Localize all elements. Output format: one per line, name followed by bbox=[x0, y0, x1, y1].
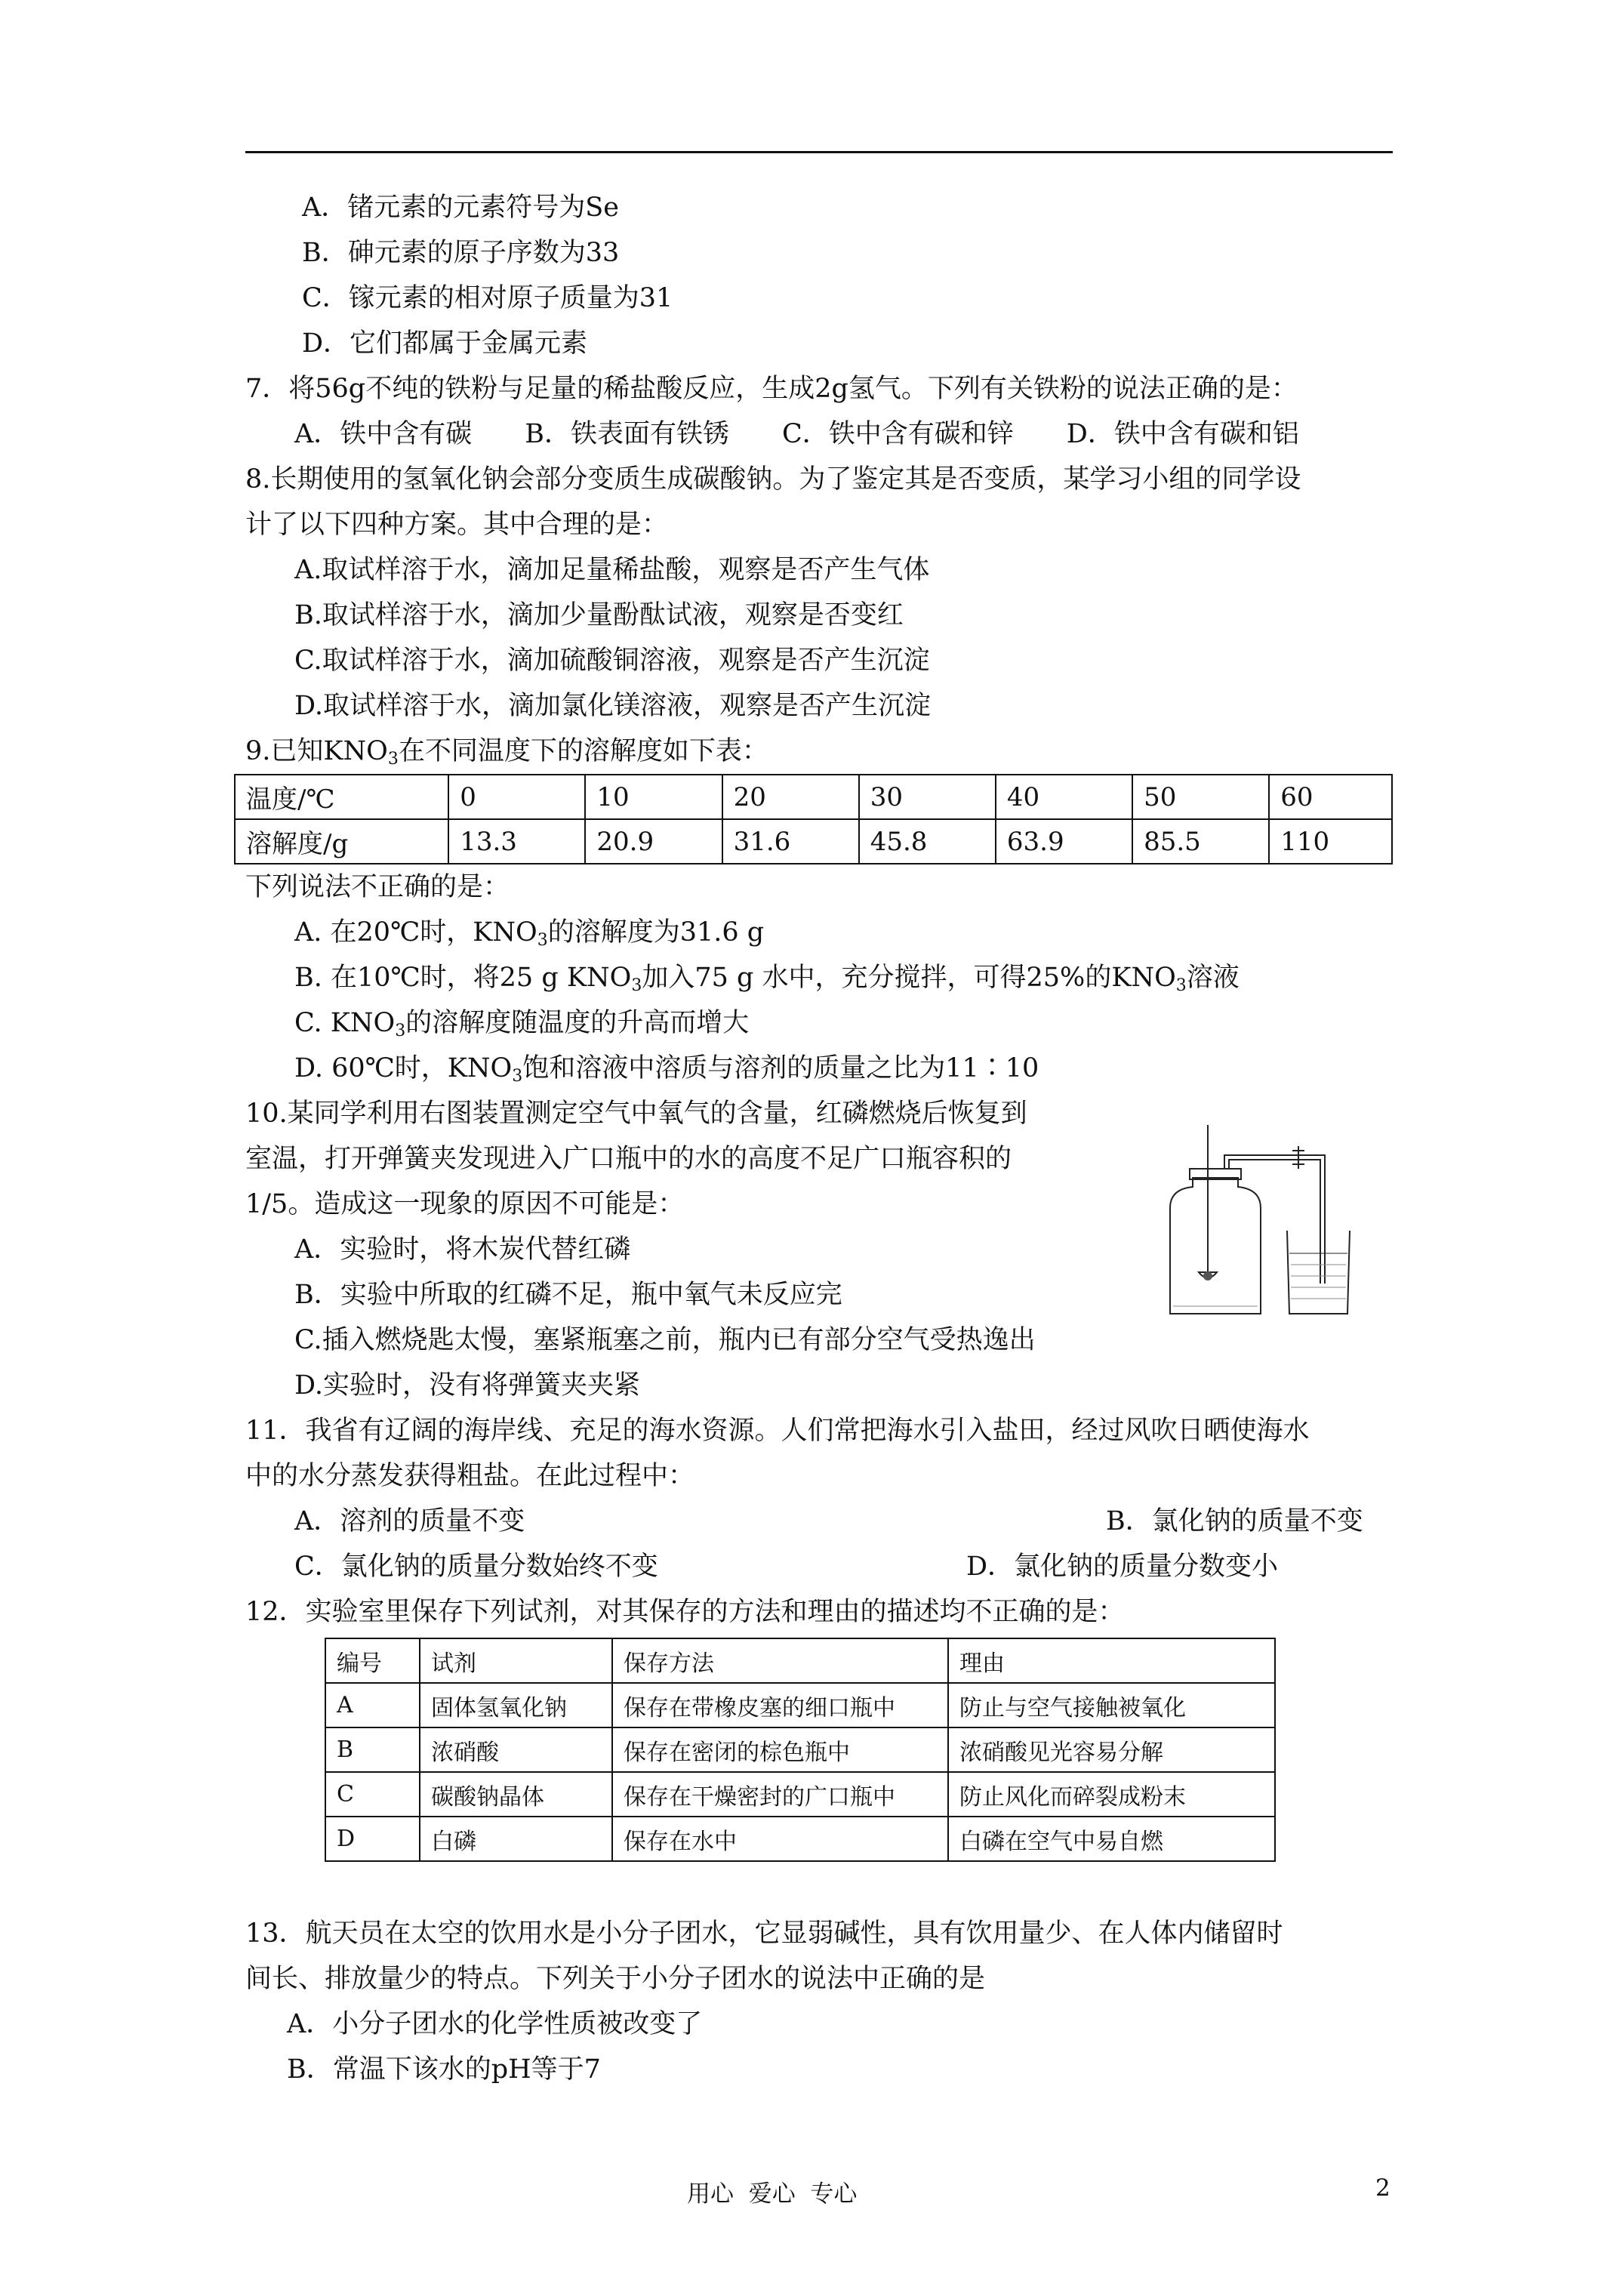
q7-option-b: B．铁表面有铁锈 bbox=[525, 419, 730, 449]
q10-option-a: A．实验时，将木炭代替红磷 bbox=[294, 1234, 631, 1265]
q10-option-b: B．实验中所取的红磷不足，瓶中氧气未反应完 bbox=[294, 1280, 842, 1310]
bottle-outline bbox=[1170, 1178, 1261, 1314]
table-cell: 固体氢氧化钠 bbox=[420, 1683, 612, 1727]
q11-stem-line1: 11．我省有辽阔的海岸线、充足的海水资源。人们常把海水引入盐田，经过风吹日晒使海水 bbox=[245, 1416, 1310, 1446]
q7-stem: 7．将56g不纯的铁粉与足量的稀盐酸反应，生成2g氢气。下列有关铁粉的说法正确的是： bbox=[245, 374, 1298, 404]
q10-stem-line3: 1/5。造成这一现象的原因不可能是： bbox=[245, 1189, 685, 1219]
table-header-cell: 试剂 bbox=[420, 1638, 612, 1683]
table-header-row bbox=[325, 1638, 1275, 1683]
q6-option-b: B．砷元素的原子序数为33 bbox=[302, 238, 620, 268]
q7-option-d: D．铁中含有碳和铝 bbox=[1066, 419, 1299, 449]
table-cell: B bbox=[325, 1727, 420, 1772]
q6-option-c: C．镓元素的相对原子质量为31 bbox=[302, 283, 673, 313]
q8-option-c: C.取试样溶于水，滴加硫酸铜溶液，观察是否产生沉淀 bbox=[294, 646, 930, 676]
q10-option-d: D.实验时，没有将弹簧夹夹紧 bbox=[294, 1370, 640, 1401]
table-cell: 碳酸钠晶体 bbox=[420, 1772, 612, 1817]
page-number: 2 bbox=[1375, 2174, 1390, 2202]
table-cell: 保存在密闭的棕色瓶中 bbox=[612, 1727, 948, 1772]
q13-stem-line1: 13．航天员在太空的饮用水是小分子团水，它显弱碱性，具有饮用量少、在人体内储留时 bbox=[245, 1918, 1283, 1949]
table-row bbox=[325, 1727, 1275, 1772]
q13-stem-line2: 间长、排放量少的特点。下列关于小分子团水的说法中正确的是 bbox=[245, 1964, 986, 1994]
table-cell: 31.6 bbox=[722, 819, 859, 864]
q9-option-d: D. 60℃时，$KNO_3$饱和溶液中溶质与溶剂的质量之比为11∶10 bbox=[294, 1053, 1039, 1086]
table-cell: 浓硝酸 bbox=[420, 1727, 612, 1772]
q6-option-d: D．它们都属于金属元素 bbox=[302, 328, 588, 359]
reagent-storage-table bbox=[325, 1638, 1276, 1862]
q10-stem-line1: 10.某同学利用右图装置测定空气中氧气的含量，红磷燃烧后恢复到 bbox=[245, 1099, 1027, 1129]
table-row bbox=[325, 1683, 1275, 1727]
table-cell: 63.9 bbox=[996, 819, 1132, 864]
q8-stem-line2: 计了以下四种方案。其中合理的是： bbox=[245, 510, 669, 540]
q13-option-a: A．小分子团水的化学性质被改变了 bbox=[287, 2009, 703, 2039]
q8-option-d: D.取试样溶于水，滴加氯化镁溶液，观察是否产生沉淀 bbox=[294, 691, 931, 721]
table-cell: A bbox=[325, 1683, 420, 1727]
red-phosphorus bbox=[1203, 1271, 1212, 1281]
table-cell: C bbox=[325, 1772, 420, 1817]
q11-option-a: A．溶剂的质量不变 bbox=[294, 1506, 525, 1536]
table-cell: 保存在水中 bbox=[612, 1817, 948, 1861]
oxygen-apparatus-figure bbox=[1163, 1125, 1351, 1321]
beaker-outline bbox=[1287, 1231, 1350, 1314]
q11-options-row1 bbox=[245, 1499, 1393, 1544]
q11-option-b: B．氯化钠的质量不变 bbox=[1106, 1506, 1363, 1536]
table-cell: 10 bbox=[585, 775, 722, 819]
q9-stem: 9.已知$KNO_3$在不同温度下的溶解度如下表： bbox=[245, 736, 768, 769]
table-cell: 20 bbox=[722, 775, 859, 819]
table-cell: 20.9 bbox=[585, 819, 722, 864]
table-row bbox=[325, 1772, 1275, 1817]
table-cell: 保存在带橡皮塞的细口瓶中 bbox=[612, 1683, 948, 1727]
table-cell: 溶解度/g bbox=[235, 819, 448, 864]
q9-option-a: A. 在20℃时，$KNO_3$的溶解度为31.6 g bbox=[294, 917, 765, 950]
table-header-cell: 理由 bbox=[948, 1638, 1275, 1683]
table-cell: 浓硝酸见光容易分解 bbox=[948, 1727, 1275, 1772]
solubility-table bbox=[234, 774, 1393, 864]
table-cell: 保存在干燥密封的广口瓶中 bbox=[612, 1772, 948, 1817]
table-row bbox=[235, 819, 1392, 864]
table-cell: 防止与空气接触被氧化 bbox=[948, 1683, 1275, 1727]
table-cell: 45.8 bbox=[859, 819, 996, 864]
table-row bbox=[235, 775, 1392, 819]
q7-option-a: A．铁中含有碳 bbox=[294, 419, 473, 449]
table-cell: D bbox=[325, 1817, 420, 1861]
q11-options-row2 bbox=[245, 1544, 1393, 1589]
q9-option-c: C. $KNO_3$的溶解度随温度的升高而增大 bbox=[294, 1008, 750, 1040]
q7-option-c: C．铁中含有碳和锌 bbox=[782, 419, 1014, 449]
q6-option-a: A．锗元素的元素符号为Se bbox=[302, 193, 619, 223]
table-cell: 温度/℃ bbox=[235, 775, 448, 819]
q9-option-b: B. 在10℃时，将25 g $KNO_3$加入75 g 水中，充分搅拌，可得25%的$KNO_3$溶液 bbox=[294, 963, 1240, 995]
table-cell: 30 bbox=[859, 775, 996, 819]
table-header-cell: 保存方法 bbox=[612, 1638, 948, 1683]
q10-stem-line2: 室温，打开弹簧夹发现进入广口瓶中的水的高度不足广口瓶容积的 bbox=[245, 1144, 1012, 1174]
table-cell: 60 bbox=[1269, 775, 1392, 819]
q11-option-c: C．氯化钠的质量分数始终不变 bbox=[294, 1552, 658, 1582]
table-cell: 13.3 bbox=[448, 819, 585, 864]
table-cell: 50 bbox=[1132, 775, 1269, 819]
table-cell: 防止风化而碎裂成粉末 bbox=[948, 1772, 1275, 1817]
table-row bbox=[325, 1817, 1275, 1861]
table-cell: 0 bbox=[448, 775, 585, 819]
table-header-cell: 编号 bbox=[325, 1638, 420, 1683]
spring-clamp-icon bbox=[1292, 1146, 1304, 1169]
table-cell: 40 bbox=[996, 775, 1132, 819]
q9-prompt: 下列说法不正确的是： bbox=[245, 872, 510, 902]
q11-option-d: D．氯化钠的质量分数变小 bbox=[966, 1552, 1279, 1582]
q8-option-b: B.取试样溶于水，滴加少量酚酞试液，观察是否变红 bbox=[294, 600, 904, 630]
q8-option-a: A.取试样溶于水，滴加足量稀盐酸，观察是否产生气体 bbox=[294, 555, 930, 585]
q13-option-b: B．常温下该水的pH等于7 bbox=[287, 2054, 601, 2085]
q7-options bbox=[245, 411, 1393, 457]
q11-stem-line2: 中的水分蒸发获得粗盐。在此过程中： bbox=[245, 1461, 695, 1491]
table-cell: 85.5 bbox=[1132, 819, 1269, 864]
q8-stem-line1: 8.长期使用的氢氧化钠会部分变质生成碳酸钠。为了鉴定其是否变质，某学习小组的同学设 bbox=[245, 464, 1301, 495]
q10-option-c: C.插入燃烧匙太慢，塞紧瓶塞之前，瓶内已有部分空气受热逸出 bbox=[294, 1325, 1036, 1355]
table-cell: 110 bbox=[1269, 819, 1392, 864]
q12-stem: 12．实验室里保存下列试剂，对其保存的方法和理由的描述均不正确的是： bbox=[245, 1597, 1125, 1627]
header-rule bbox=[245, 151, 1393, 153]
table-cell: 白磷 bbox=[420, 1817, 612, 1861]
table-cell: 白磷在空气中易自燃 bbox=[948, 1817, 1275, 1861]
footer-motto: 用心 爱心 专心 bbox=[687, 2180, 858, 2208]
